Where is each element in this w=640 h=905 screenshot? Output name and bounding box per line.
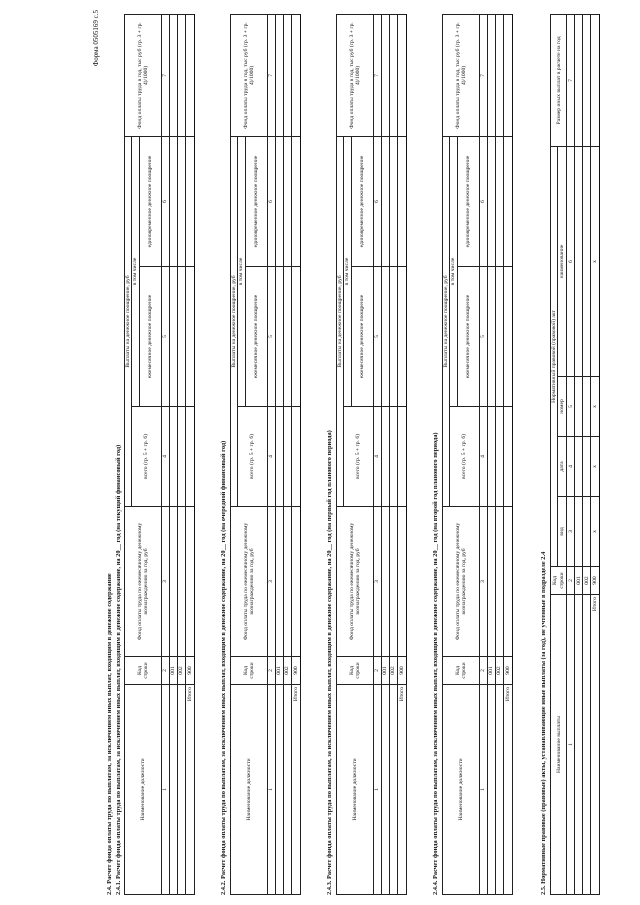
x-mark: x bbox=[591, 377, 600, 437]
colnum: 6 bbox=[373, 136, 381, 266]
colnum: 3 bbox=[479, 507, 487, 657]
col-act: Нормативный правовой (правовой) акт bbox=[551, 146, 558, 566]
col-annual: Фонд оплаты труда в год, тыс руб (гр. 3 + гр. 4)/1000) bbox=[231, 14, 268, 136]
col-payments: Выплаты на денежное поощрение, руб bbox=[231, 136, 238, 506]
col-position: Наименование должности bbox=[231, 685, 268, 895]
col-extra: единовременное денежное поощрение bbox=[139, 136, 161, 266]
acts-table-2-5 bbox=[550, 14, 600, 895]
colnum: 4 bbox=[267, 407, 275, 507]
col-act-name: наименование bbox=[558, 146, 567, 376]
col-extra: единовременное денежное поощрение bbox=[245, 136, 267, 266]
col-incl: в том числе bbox=[238, 136, 245, 406]
row-code: 001 bbox=[381, 657, 389, 685]
colnum: 4 bbox=[161, 407, 169, 507]
col-fund: Фонд оплаты труда по ежемесячному денежному вознаграждению за год, руб bbox=[337, 507, 374, 657]
total-row bbox=[397, 14, 406, 894]
col-incl: в том числе bbox=[450, 136, 457, 406]
col-annual: Фонд оплаты труда в год, тыс руб (гр. 3 + гр. 4)/1000) bbox=[337, 14, 374, 136]
table-row bbox=[169, 14, 177, 894]
col-amount: Размер иных выплат в расчете на год bbox=[551, 14, 567, 146]
colnum: 1 bbox=[567, 595, 575, 895]
colnum: 5 bbox=[161, 267, 169, 407]
col-total: всего (гр. 5 + гр. 6) bbox=[132, 407, 161, 507]
col-position: Наименование должности bbox=[337, 685, 374, 895]
colnum: 3 bbox=[267, 507, 275, 657]
colnum: 7 bbox=[567, 14, 575, 146]
col-line-code: Код строки bbox=[125, 657, 162, 685]
x-mark: x bbox=[591, 497, 600, 567]
wage-table-2-4-3 bbox=[336, 14, 407, 895]
total-label: Итого bbox=[397, 685, 406, 895]
form-sheet bbox=[88, 0, 640, 905]
total-label: Итого bbox=[503, 685, 512, 895]
wage-table-2-4-4 bbox=[442, 14, 513, 895]
colnum: 4 bbox=[373, 407, 381, 507]
col-total: всего (гр. 5 + гр. 6) bbox=[344, 407, 373, 507]
colnum: 7 bbox=[479, 14, 487, 136]
col-line-code: Код строки bbox=[551, 567, 567, 595]
row-code: 002 bbox=[583, 567, 591, 595]
wage-table-2-4-1 bbox=[124, 14, 195, 895]
colnum: 1 bbox=[479, 685, 487, 895]
section-2-4-2-title: 2.4.2. Расчет фонда оплаты труда по выплатам, за исключением иных выплат, входящим в денежное содержание, на 20__ год (на очередной финансовый год) bbox=[220, 440, 227, 895]
row-code: 900 bbox=[185, 657, 194, 685]
col-number: номер bbox=[558, 377, 567, 437]
table-row bbox=[389, 14, 397, 894]
total-label: Итого bbox=[185, 685, 194, 895]
row-code: 900 bbox=[397, 657, 406, 685]
colnum: 2 bbox=[373, 657, 381, 685]
colnum: 5 bbox=[479, 267, 487, 407]
row-code: 001 bbox=[575, 567, 583, 595]
row-code: 002 bbox=[495, 657, 503, 685]
col-monthly: ежемесячное денежное поощрение bbox=[457, 267, 479, 407]
colnum: 7 bbox=[267, 14, 275, 136]
colnum: 5 bbox=[267, 267, 275, 407]
total-row bbox=[591, 14, 600, 894]
section-2-4-4-title: 2.4.4. Расчет фонда оплаты труда по выплатам, за исключением иных выплат, входящим в денежное содержание, на 20__ год (на второй год планового периода) bbox=[432, 432, 439, 895]
col-type: вид bbox=[558, 497, 567, 567]
colnum: 7 bbox=[161, 14, 169, 136]
table-row bbox=[283, 14, 291, 894]
col-extra: единовременное денежное поощрение bbox=[457, 136, 479, 266]
colnum: 1 bbox=[267, 685, 275, 895]
col-total: всего (гр. 5 + гр. 6) bbox=[238, 407, 267, 507]
col-incl: в том числе bbox=[132, 136, 139, 406]
total-row bbox=[291, 14, 300, 894]
wage-table-2-4-2 bbox=[230, 14, 301, 895]
total-label: Итого bbox=[591, 595, 600, 895]
section-2-4-1-title: 2.4.1. Расчет фонда оплаты труда по выплатам, за исключением иных выплат, входящим в денежное содержание, на 20__ год (на текущий финансовый год) bbox=[115, 444, 122, 895]
col-annual: Фонд оплаты труда в год, тыс руб (гр. 3 + гр. 4)/1000) bbox=[125, 14, 162, 136]
colnum: 3 bbox=[567, 497, 575, 567]
table-row bbox=[275, 14, 283, 894]
col-incl: в том числе bbox=[344, 136, 351, 406]
col-fund: Фонд оплаты труда по ежемесячному денежному вознаграждению за год, руб bbox=[443, 507, 480, 657]
section-2-4-3-title: 2.4.3. Расчет фонда оплаты труда по выплатам, за исключением иных выплат, входящим в денежное содержание, на 20__ год (на первый год планового периода) bbox=[326, 430, 333, 895]
colnum: 2 bbox=[479, 657, 487, 685]
table-row bbox=[177, 14, 185, 894]
row-code: 002 bbox=[389, 657, 397, 685]
colnum: 3 bbox=[161, 507, 169, 657]
colnum: 6 bbox=[567, 146, 575, 376]
colnum: 2 bbox=[267, 657, 275, 685]
row-code: 001 bbox=[275, 657, 283, 685]
col-fund: Фонд оплаты труда по ежемесячному денежному вознаграждению за год, руб bbox=[231, 507, 268, 657]
colnum: 2 bbox=[161, 657, 169, 685]
colnum: 6 bbox=[479, 136, 487, 266]
form-code: Форма 0505169 с.5 bbox=[92, 10, 100, 67]
row-code: 002 bbox=[283, 657, 291, 685]
colnum: 4 bbox=[479, 407, 487, 507]
col-payments: Выплаты на денежное поощрение, руб bbox=[125, 136, 132, 506]
col-date: дата bbox=[558, 437, 567, 497]
table-row bbox=[583, 14, 591, 894]
row-code: 001 bbox=[487, 657, 495, 685]
colnum: 6 bbox=[161, 136, 169, 266]
table-row bbox=[575, 14, 583, 894]
colnum: 3 bbox=[373, 507, 381, 657]
colnum: 2 bbox=[567, 567, 575, 595]
col-monthly: ежемесячное денежное поощрение bbox=[351, 267, 373, 407]
colnum: 6 bbox=[267, 136, 275, 266]
row-code: 001 bbox=[169, 657, 177, 685]
col-line-code: Код строки bbox=[231, 657, 268, 685]
colnum: 5 bbox=[373, 267, 381, 407]
x-mark: x bbox=[591, 437, 600, 497]
col-payments: Выплаты на денежное поощрение, руб bbox=[443, 136, 450, 506]
col-position: Наименование должности bbox=[125, 685, 162, 895]
table-row bbox=[495, 14, 503, 894]
row-code: 900 bbox=[591, 567, 600, 595]
section-2-4-title: 2.4. Расчет фонда оплаты труда по выплатам, за исключением иных выплат, входящим в денежное содержание bbox=[106, 573, 113, 895]
colnum: 4 bbox=[567, 437, 575, 497]
col-annual: Фонд оплаты труда в год, тыс руб (гр. 3 + гр. 4)/1000) bbox=[443, 14, 480, 136]
row-code: 900 bbox=[291, 657, 300, 685]
colnum: 1 bbox=[161, 685, 169, 895]
colnum: 7 bbox=[373, 14, 381, 136]
total-row bbox=[185, 14, 194, 894]
col-extra: единовременное денежное поощрение bbox=[351, 136, 373, 266]
col-payments: Выплаты на денежное поощрение, руб bbox=[337, 136, 344, 506]
col-payment-name: Наименование выплаты bbox=[551, 595, 567, 895]
section-2-5-title: 2.5. Нормативные правовые (правовые) акты, устанавливающие иные выплаты (за год), не учтенные в подразделе 2.4 bbox=[540, 551, 547, 895]
colnum: 5 bbox=[567, 377, 575, 437]
colnum: 1 bbox=[373, 685, 381, 895]
col-position: Наименование должности bbox=[443, 685, 480, 895]
row-code: 002 bbox=[177, 657, 185, 685]
total-label: Итого bbox=[291, 685, 300, 895]
table-row bbox=[487, 14, 495, 894]
col-monthly: ежемесячное денежное поощрение bbox=[245, 267, 267, 407]
x-mark: x bbox=[591, 146, 600, 376]
col-monthly: ежемесячное денежное поощрение bbox=[139, 267, 161, 407]
total-row bbox=[503, 14, 512, 894]
col-total: всего (гр. 5 + гр. 6) bbox=[450, 407, 479, 507]
col-fund: Фонд оплаты труда по ежемесячному денежному вознаграждению за год, руб bbox=[125, 507, 162, 657]
col-line-code: Код строки bbox=[443, 657, 480, 685]
row-code: 900 bbox=[503, 657, 512, 685]
table-row bbox=[381, 14, 389, 894]
col-line-code: Код строки bbox=[337, 657, 374, 685]
